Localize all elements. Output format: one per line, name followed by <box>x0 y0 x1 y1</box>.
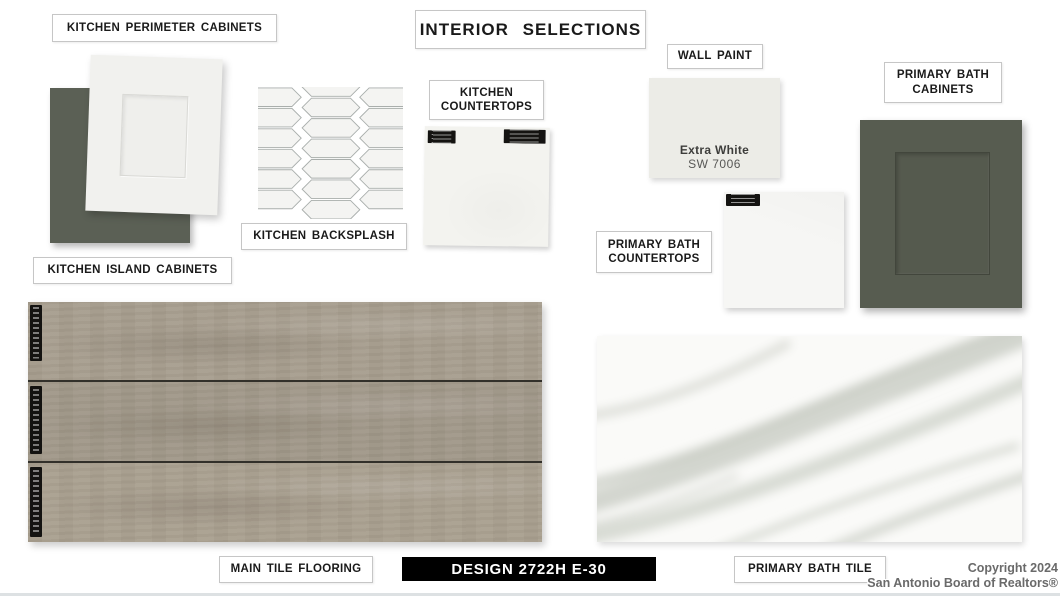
door-recessed-panel <box>895 152 990 275</box>
design-number-banner <box>402 557 656 581</box>
kitchen-perimeter-cabinet-door-sample <box>85 55 222 216</box>
label-text-line1: KITCHEN <box>459 86 514 99</box>
primary-bath-countertop-sample <box>724 192 844 308</box>
product-sticker <box>726 194 760 206</box>
label-text-line1: PRIMARY BATH <box>896 69 990 82</box>
wall-paint-swatch <box>649 78 780 178</box>
product-sticker <box>30 386 42 454</box>
product-sticker <box>30 305 42 361</box>
label-wall-paint <box>667 44 763 69</box>
label-text-line1: PRIMARY BATH <box>607 238 701 251</box>
kitchen-backsplash-mosaic-sample <box>258 87 403 219</box>
label-text: KITCHEN ISLAND CABINETS <box>47 264 218 277</box>
label-kitchen-countertops <box>429 80 544 120</box>
product-sticker <box>30 467 42 537</box>
primary-bath-cabinet-door-sample <box>860 120 1022 308</box>
page-title-text: INTERIOR SELECTIONS <box>419 19 642 39</box>
product-sticker <box>428 130 456 143</box>
product-sticker <box>504 129 546 144</box>
label-main-tile-flooring <box>219 556 373 583</box>
label-text: PRIMARY BATH TILE <box>748 563 872 576</box>
label-text-line2: COUNTERTOPS <box>440 101 533 113</box>
wood-look-plank <box>28 463 542 542</box>
label-text-line2: CABINETS <box>912 83 974 96</box>
kitchen-countertop-sample <box>423 126 550 247</box>
marble-tile-graphic <box>597 336 1022 542</box>
design-number-text: DESIGN 2722H E-30 <box>451 560 607 578</box>
label-text: MAIN TILE FLOORING <box>230 563 362 576</box>
label-primary-bath-cabinets <box>884 62 1002 103</box>
primary-bath-tile-sample <box>597 336 1022 542</box>
copyright-notice <box>698 561 1058 591</box>
copyright-line1: Copyright 2024 <box>967 561 1058 575</box>
main-tile-flooring-sample <box>28 302 542 542</box>
page-title <box>415 10 646 49</box>
copyright-line2: San Antonio Board of Realtors® <box>867 576 1058 590</box>
label-text-line2: COUNTERTOPS <box>608 253 700 265</box>
wood-look-plank <box>28 302 542 380</box>
label-kitchen-perimeter-cabinets <box>52 14 277 42</box>
paint-color-code: SW 7006 <box>688 157 741 171</box>
wood-look-plank <box>28 382 542 461</box>
door-recessed-panel <box>120 94 189 178</box>
label-kitchen-backsplash <box>241 223 407 250</box>
paint-color-name: Extra White <box>679 143 750 157</box>
label-text: KITCHEN BACKSPLASH <box>253 230 395 243</box>
label-text: KITCHEN PERIMETER CABINETS <box>66 21 263 34</box>
label-kitchen-island-cabinets <box>33 257 232 284</box>
label-text: WALL PAINT <box>677 50 753 63</box>
label-primary-bath-countertops <box>596 231 712 273</box>
picket-tile-pattern <box>258 87 403 219</box>
